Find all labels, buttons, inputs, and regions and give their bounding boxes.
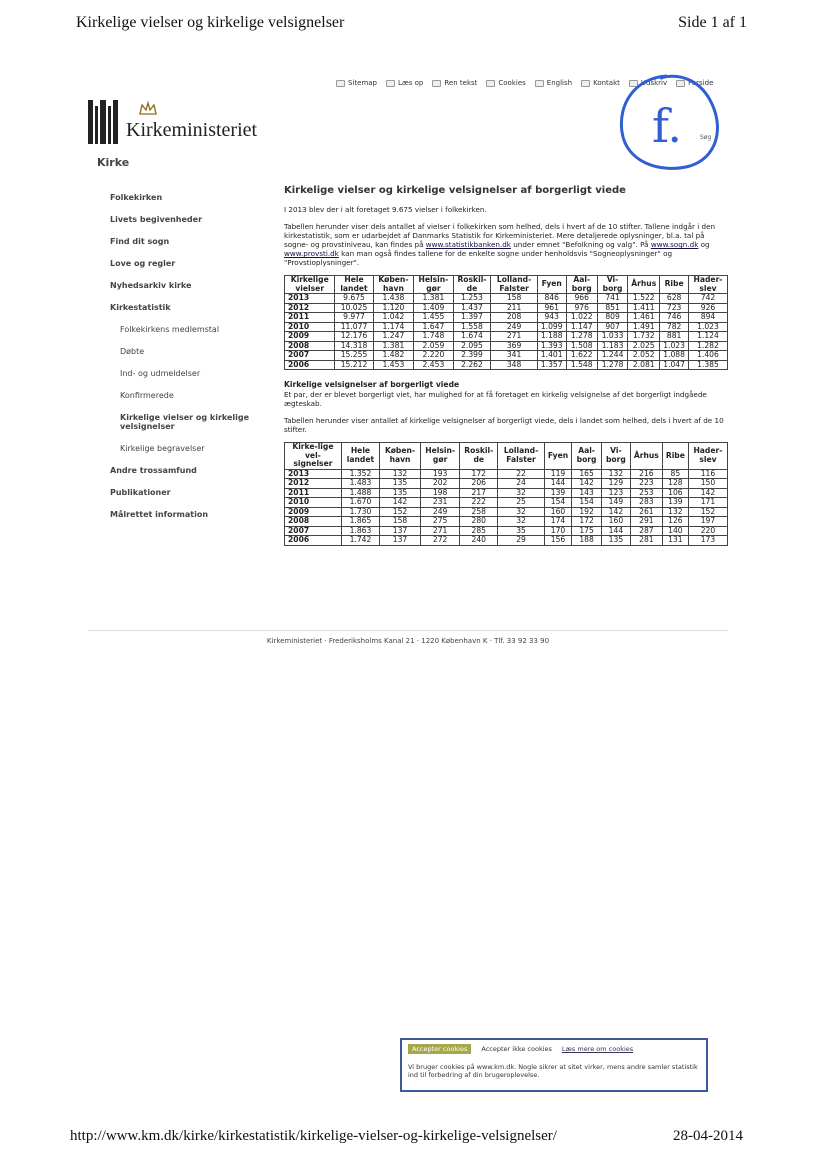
site-footer: Kirkeministeriet · Frederiksholms Kanal 21 · 1220 København K · Tlf. 33 92 33 90	[88, 630, 728, 645]
sidebar-item-andre-trossamfund[interactable]: Andre trossamfund	[110, 466, 197, 475]
table-row	[285, 360, 728, 370]
table-cell: 135	[601, 536, 630, 546]
sidebar-item-publikationer[interactable]: Publikationer	[110, 488, 171, 497]
table-cell: 217	[460, 488, 498, 498]
table-cell: 261	[630, 507, 662, 517]
table-cell: 1.282	[688, 341, 727, 351]
sidebar-subitem-konfirmerede[interactable]: Konfirmerede	[120, 391, 174, 400]
sidebar-item-livets-begivenheder[interactable]: Livets begivenheder	[110, 215, 203, 224]
main-content	[284, 186, 728, 554]
toplink-plain-text[interactable]: Ren tekst	[432, 79, 477, 87]
table-cell: 1.742	[341, 536, 379, 546]
sidebar-item-maalrettet-information[interactable]: Målrettet information	[110, 510, 209, 519]
table-cell: 152	[688, 507, 727, 517]
table-cell: 291	[630, 517, 662, 527]
cookie-info-link[interactable]: Læs mere om cookies	[561, 1045, 634, 1053]
table-cell: 1.120	[373, 303, 414, 313]
provsti-link[interactable]: www.provsti.dk	[284, 249, 339, 258]
table-cell: 11.077	[335, 322, 373, 332]
row-year: 2009	[285, 332, 335, 342]
table-cell: 165	[572, 469, 602, 479]
column-header: Roskil-de	[453, 276, 491, 294]
table-cell: 240	[460, 536, 498, 546]
table-cell: 2.081	[628, 360, 660, 370]
logo-title: Kirkeministeriet	[126, 119, 258, 141]
table-cell: 222	[460, 498, 498, 508]
table-cell: 1.508	[566, 341, 597, 351]
row-year: 2009	[285, 507, 342, 517]
table-cell: 1.491	[628, 322, 660, 332]
table-row	[285, 479, 728, 489]
table-cell: 192	[572, 507, 602, 517]
table-cell: 135	[380, 488, 421, 498]
table-cell: 158	[380, 517, 421, 527]
table-cell: 10.025	[335, 303, 373, 313]
table-cell: 137	[380, 526, 421, 536]
table-cell: 253	[630, 488, 662, 498]
table-cell: 1.088	[660, 351, 689, 361]
sidebar-subitem-medlemstal[interactable]: Folkekirkens medlemstal	[120, 325, 220, 334]
sidebar-subitem-doebte[interactable]: Døbte	[120, 347, 145, 356]
table-cell: 1.406	[688, 351, 727, 361]
cookie-text: Vi bruger cookies på www.km.dk. Nogle sikrer at sitet virker, mens andre samler statistik ind til forbedring af din brugeroplevelse.	[408, 1063, 698, 1079]
table-cell: 116	[688, 469, 727, 479]
row-year: 2006	[285, 360, 335, 370]
column-header: Ribe	[662, 443, 688, 470]
toplink-sitemap[interactable]: Sitemap	[336, 79, 377, 87]
table-cell: 197	[688, 517, 727, 527]
table-cell: 2.095	[453, 341, 491, 351]
table-cell: 1.033	[597, 332, 627, 342]
table-row	[285, 294, 728, 304]
table-cell: 193	[420, 469, 459, 479]
table-cell: 25	[498, 498, 545, 508]
table-cell: 926	[688, 303, 727, 313]
table-cell: 1.488	[341, 488, 379, 498]
print-url: http://www.km.dk/kirke/kirkestatistik/kirkelige-vielser-og-kirkelige-velsignelser/	[70, 1128, 557, 1144]
table-cell: 1.622	[566, 351, 597, 361]
row-year: 2006	[285, 536, 342, 546]
table-cell: 1.401	[537, 351, 566, 361]
table-cell: 1.174	[373, 322, 414, 332]
table-cell: 1.124	[688, 332, 727, 342]
column-header: Fyen	[544, 443, 571, 470]
table-row	[285, 351, 728, 361]
cookie-banner	[400, 1038, 708, 1092]
table-cell: 149	[601, 498, 630, 508]
flag-icon	[535, 80, 544, 87]
site-logo[interactable]	[88, 100, 257, 144]
table-cell: 15.212	[335, 360, 373, 370]
table-cell: 22	[498, 469, 545, 479]
column-header: Århus	[630, 443, 662, 470]
row-year: 2008	[285, 341, 335, 351]
mail-icon	[581, 80, 590, 87]
table-cell: 14.318	[335, 341, 373, 351]
table-cell: 142	[380, 498, 421, 508]
print-page-number: Side 1 af 1	[678, 14, 747, 31]
table-cell: 287	[630, 526, 662, 536]
table-cell: 1.863	[341, 526, 379, 536]
row-year: 2008	[285, 517, 342, 527]
table-cell: 216	[630, 469, 662, 479]
table-cell: 271	[491, 332, 537, 342]
table-cell: 943	[537, 313, 566, 323]
column-header: Hele landet	[341, 443, 379, 470]
table-cell: 143	[572, 488, 602, 498]
column-header: Vi-borg	[601, 443, 630, 470]
crown-icon	[138, 100, 158, 116]
column-header: Helsin-gør	[414, 276, 453, 294]
table-cell: 1.670	[341, 498, 379, 508]
table-cell: 131	[662, 536, 688, 546]
table-cell: 2.059	[414, 341, 453, 351]
row-year: 2007	[285, 526, 342, 536]
table-cell: 1.411	[628, 303, 660, 313]
table-row	[285, 536, 728, 546]
table-cell: 369	[491, 341, 537, 351]
toplink-english[interactable]: English	[535, 79, 572, 87]
table-cell: 1.482	[373, 351, 414, 361]
table-cell: 144	[601, 526, 630, 536]
column-header: Køben-havn	[373, 276, 414, 294]
table-cell: 32	[498, 507, 545, 517]
text-icon	[432, 80, 441, 87]
table-cell: 171	[688, 498, 727, 508]
table-cell: 1.730	[341, 507, 379, 517]
toplink-contact[interactable]: Kontakt	[581, 79, 620, 87]
section-heading-velsignelser: Kirkelige velsignelser af borgerligt viede	[284, 380, 460, 389]
column-header: Helsin-gør	[420, 443, 459, 470]
table-cell: 249	[491, 322, 537, 332]
table-cell: 2.025	[628, 341, 660, 351]
row-year: 2013	[285, 294, 335, 304]
column-header: Kirke-lige vel-signelser	[285, 443, 342, 470]
table-cell: 132	[662, 507, 688, 517]
table-cell: 1.548	[566, 360, 597, 370]
sidebar-nav	[110, 193, 260, 532]
table-cell: 137	[380, 536, 421, 546]
column-header: Lolland-Falster	[498, 443, 545, 470]
table-cell: 15.255	[335, 351, 373, 361]
section-label: Kirke	[97, 156, 130, 169]
table-cell: 275	[420, 517, 459, 527]
table-cell: 202	[420, 479, 459, 489]
statistikbanken-link[interactable]: www.statistikbanken.dk	[425, 240, 511, 249]
row-year: 2007	[285, 351, 335, 361]
table-cell: 1.247	[373, 332, 414, 342]
sidebar-item-find-dit-sogn[interactable]: Find dit sogn	[110, 237, 170, 246]
table-cell: 894	[688, 313, 727, 323]
table-cell: 1.732	[628, 332, 660, 342]
table-cell: 206	[460, 479, 498, 489]
sogn-link[interactable]: www.sogn.dk	[650, 240, 699, 249]
table-cell: 32	[498, 488, 545, 498]
intro-text: I 2013 blev der i alt foretaget 9.675 vielser i folkekirken.	[284, 205, 487, 214]
table-cell: 231	[420, 498, 459, 508]
table-cell: 1.455	[414, 313, 453, 323]
row-year: 2011	[285, 313, 335, 323]
table-cell: 140	[662, 526, 688, 536]
table-cell: 966	[566, 294, 597, 304]
table-cell: 1.461	[628, 313, 660, 323]
table-cell: 139	[544, 488, 571, 498]
row-year: 2011	[285, 488, 342, 498]
table-cell: 1.438	[373, 294, 414, 304]
table-cell: 1.022	[566, 313, 597, 323]
table-cell: 170	[544, 526, 571, 536]
table-cell: 129	[601, 479, 630, 489]
table-cell: 154	[572, 498, 602, 508]
table-row	[285, 498, 728, 508]
table-cell: 628	[660, 294, 689, 304]
accept-cookies-button[interactable]: Accepter cookies	[408, 1044, 471, 1054]
table-cell: 280	[460, 517, 498, 527]
column-header: Fyen	[537, 276, 566, 294]
sidebar-item-kirkestatistik[interactable]: Kirkestatistik	[110, 303, 171, 312]
table-cell: 1.042	[373, 313, 414, 323]
table-cell: 1.385	[688, 360, 727, 370]
sidebar-subitem-begravelser[interactable]: Kirkelige begravelser	[120, 444, 205, 453]
table-cell: 152	[380, 507, 421, 517]
table-cell: 29	[498, 536, 545, 546]
table-cell: 174	[544, 517, 571, 527]
table-cell: 175	[572, 526, 602, 536]
table-cell: 1.397	[453, 313, 491, 323]
table-cell: 1.483	[341, 479, 379, 489]
search-button[interactable]: Søg	[700, 134, 712, 141]
table-cell: 188	[572, 536, 602, 546]
table-cell: 742	[688, 294, 727, 304]
table-cell: 142	[688, 488, 727, 498]
table-cell: 144	[544, 479, 571, 489]
table-cell: 1.023	[660, 341, 689, 351]
table-cell: 1.253	[453, 294, 491, 304]
table-cell: 1.352	[341, 469, 379, 479]
table-cell: 1.357	[537, 360, 566, 370]
table-cell: 1.188	[537, 332, 566, 342]
table-cell: 272	[420, 536, 459, 546]
table-cell: 271	[420, 526, 459, 536]
table-cell: 119	[544, 469, 571, 479]
toplink-cookies[interactable]: Cookies	[486, 79, 525, 87]
table-cell: 35	[498, 526, 545, 536]
table-cell: 809	[597, 313, 627, 323]
table-cell: 106	[662, 488, 688, 498]
table-cell: 281	[630, 536, 662, 546]
table-cell: 907	[597, 322, 627, 332]
print-header	[76, 14, 747, 32]
table-cell: 172	[460, 469, 498, 479]
table-cell: 150	[688, 479, 727, 489]
table-cell: 976	[566, 303, 597, 313]
table-header-row	[285, 276, 728, 294]
table-cell: 1.023	[688, 322, 727, 332]
vielser-table	[284, 275, 728, 370]
print-title: Kirkelige vielser og kirkelige velsignelser	[76, 14, 345, 31]
table-cell: 1.183	[597, 341, 627, 351]
table-cell: 12.176	[335, 332, 373, 342]
table-cell: 1.437	[453, 303, 491, 313]
toplink-print[interactable]: Udskriv	[629, 79, 667, 87]
table-cell: 1.865	[341, 517, 379, 527]
table-cell: 158	[491, 294, 537, 304]
table-cell: 154	[544, 498, 571, 508]
sitemap-icon	[336, 80, 345, 87]
table-cell: 211	[491, 303, 537, 313]
sidebar-subitem-ind-udmeldelser[interactable]: Ind- og udmeldelser	[120, 369, 201, 378]
table-cell: 1.558	[453, 322, 491, 332]
sidebar-item-love-og-regler[interactable]: Love og regler	[110, 259, 176, 268]
table-cell: 2.052	[628, 351, 660, 361]
table-cell: 283	[630, 498, 662, 508]
reject-cookies-button[interactable]: Accepter ikke cookies	[481, 1045, 552, 1053]
table-row	[285, 517, 728, 527]
table-cell: 249	[420, 507, 459, 517]
table-cell: 132	[380, 469, 421, 479]
table-cell: 198	[420, 488, 459, 498]
table-cell: 2.220	[414, 351, 453, 361]
table-cell: 24	[498, 479, 545, 489]
table-cell: 1.647	[414, 322, 453, 332]
column-header: Ribe	[660, 276, 689, 294]
table-row	[285, 332, 728, 342]
column-header: Køben-havn	[380, 443, 421, 470]
table-cell: 172	[572, 517, 602, 527]
table-cell: 123	[601, 488, 630, 498]
table-cell: 220	[688, 526, 727, 536]
table-cell: 2.262	[453, 360, 491, 370]
table-cell: 285	[460, 526, 498, 536]
table-cell: 1.147	[566, 322, 597, 332]
table-cell: 1.099	[537, 322, 566, 332]
row-year: 2010	[285, 322, 335, 332]
table-cell: 9.977	[335, 313, 373, 323]
table-cell: 2.399	[453, 351, 491, 361]
speaker-icon	[386, 80, 395, 87]
row-year: 2013	[285, 469, 342, 479]
column-header: Lolland-Falster	[491, 276, 537, 294]
row-year: 2012	[285, 479, 342, 489]
table-cell: 961	[537, 303, 566, 313]
paragraph-2: Et par, der er blevet borgerligt viet, har mulighed for at få foretaget en kirkelig velsignelse af det borgerligt indgåede ægteskab.	[284, 390, 707, 408]
table-cell: 348	[491, 360, 537, 370]
table-cell: 723	[660, 303, 689, 313]
column-header: Vi-borg	[597, 276, 627, 294]
paragraph-1: Tabellen herunder viser dels antallet af vielser i folkekirken som helhed, dels i hvert af de 10 stifter. Tallene indgår i den kirkestatistik, som er udarbejdet af Danmarks Statistik for Kirkeministeriet. Mere detaljerede oplysninger, bl.a. tal på sogne- og provstiniveau, kan findes på www.statistikbanken.dk under emnet "Befolkning og valg". På www.sogn.dk og www.provsti.dk kan man også findes tallene for de enkelte sogne under henholdsvis "Sogneoplysninger" og "Provstioplysninger".	[284, 222, 716, 267]
page-title: Kirkelige vielser og kirkelige velsignelser af borgerligt viede	[284, 185, 626, 196]
table-cell: 9.675	[335, 294, 373, 304]
table-cell: 126	[662, 517, 688, 527]
print-date: 28-04-2014	[673, 1128, 743, 1144]
table-header-row	[285, 443, 728, 470]
sidebar-item-nyhedsarkiv[interactable]: Nyhedsarkiv kirke	[110, 281, 192, 290]
table-cell: 741	[597, 294, 627, 304]
table-cell: 128	[662, 479, 688, 489]
table-cell: 208	[491, 313, 537, 323]
handwritten-letter: f.	[652, 99, 683, 153]
table-cell: 139	[662, 498, 688, 508]
table-cell: 1.381	[373, 341, 414, 351]
table-cell: 32	[498, 517, 545, 527]
table-cell: 1.244	[597, 351, 627, 361]
column-header: Aal-borg	[572, 443, 602, 470]
table-cell: 173	[688, 536, 727, 546]
table-cell: 846	[537, 294, 566, 304]
toplink-read-aloud[interactable]: Læs op	[386, 79, 423, 87]
velsignelser-table	[284, 442, 728, 546]
table-cell: 1.674	[453, 332, 491, 342]
logo-mark-icon	[88, 100, 118, 144]
column-header: Hader-slev	[688, 443, 727, 470]
table-cell: 1.278	[597, 360, 627, 370]
table-cell: 341	[491, 351, 537, 361]
table-cell: 746	[660, 313, 689, 323]
table-cell: 142	[572, 479, 602, 489]
toplink-home[interactable]: Forside	[676, 79, 713, 87]
table-cell: 85	[662, 469, 688, 479]
column-header: Aal-borg	[566, 276, 597, 294]
table-cell: 1.748	[414, 332, 453, 342]
column-header: Århus	[628, 276, 660, 294]
table-cell: 1.381	[414, 294, 453, 304]
table-cell: 156	[544, 536, 571, 546]
cookie-icon	[486, 80, 495, 87]
table-cell: 160	[601, 517, 630, 527]
column-header: Kirkelige vielser	[285, 276, 335, 294]
handwritten-circle-annotation	[612, 70, 727, 180]
row-year: 2012	[285, 303, 335, 313]
table-cell: 1.047	[660, 360, 689, 370]
table-cell: 2.453	[414, 360, 453, 370]
table-cell: 223	[630, 479, 662, 489]
sidebar-subitem-vielser-active[interactable]: Kirkelige vielser og kirkelige velsignelser	[120, 413, 250, 431]
table-cell: 851	[597, 303, 627, 313]
table-cell: 1.278	[566, 332, 597, 342]
table-cell: 1.453	[373, 360, 414, 370]
table-cell: 132	[601, 469, 630, 479]
table-cell: 1.393	[537, 341, 566, 351]
table-cell: 135	[380, 479, 421, 489]
sidebar-item-folkekirken[interactable]: Folkekirken	[110, 193, 163, 202]
column-header: Hele landet	[335, 276, 373, 294]
table-cell: 881	[660, 332, 689, 342]
table-cell: 160	[544, 507, 571, 517]
column-header: Hader-slev	[688, 276, 727, 294]
column-header: Roskil-de	[460, 443, 498, 470]
row-year: 2010	[285, 498, 342, 508]
table-cell: 142	[601, 507, 630, 517]
table-row	[285, 313, 728, 323]
print-footer	[70, 1128, 743, 1145]
table-cell: 1.522	[628, 294, 660, 304]
table-cell: 1.409	[414, 303, 453, 313]
table-cell: 782	[660, 322, 689, 332]
table-cell: 258	[460, 507, 498, 517]
paragraph-3: Tabellen herunder viser antallet af kirkelige velsignelser af borgerligt viede, dels i landet som helhed, dels i hvert af de 10 stifter.	[284, 416, 724, 434]
